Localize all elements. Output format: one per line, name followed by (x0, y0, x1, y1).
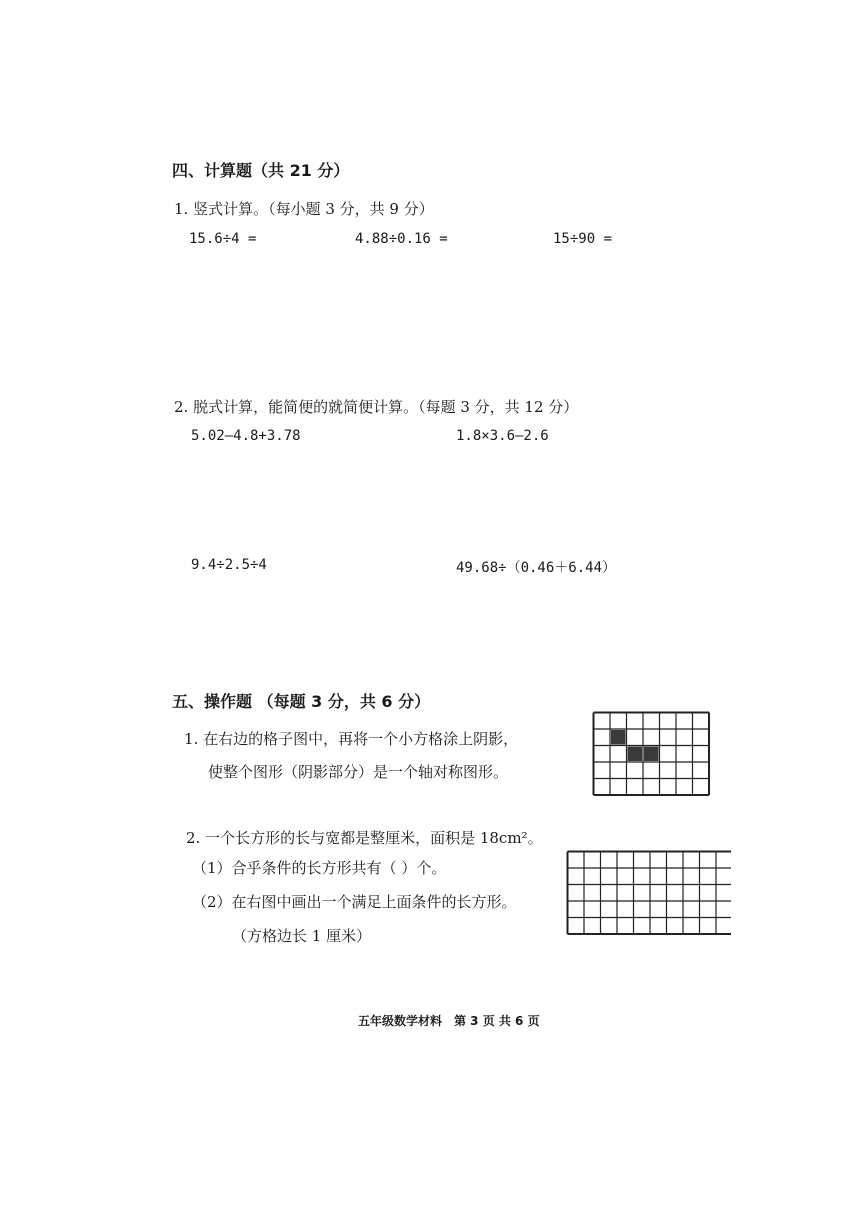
q1-item-2: 4.88÷0.16 = (355, 231, 448, 247)
rectangle-grid[interactable] (566, 850, 731, 940)
op2-sub2: （2）在右图中画出一个满足上面条件的长方形。 (192, 893, 517, 911)
page-footer: 五年级数学材料 第 3 页 共 6 页 (358, 1014, 540, 1028)
q1-item-1: 15.6÷4 = (189, 231, 257, 247)
q2-item-1: 5.02—4.8+3.78 (191, 428, 301, 444)
symmetry-grid[interactable] (592, 711, 712, 801)
q2-item-4: 49.68÷（0.46＋6.44） (456, 560, 617, 576)
q1-prompt: 1. 竖式计算。（每小题 3 分，共 9 分） (174, 200, 434, 218)
op1-line1: 1. 在右边的格子图中，再将一个小方格涂上阴影， (184, 730, 519, 748)
section4-heading: 四、计算题（共 21 分） (172, 161, 350, 180)
op1-line2: 使整个图形（阴影部分）是一个轴对称图形。 (208, 763, 509, 781)
op2-sub1: （1）合乎条件的长方形共有（ ）个。 (192, 859, 447, 877)
q2-item-2: 1.8×3.6—2.6 (456, 428, 549, 444)
op2-note: （方格边长 1 厘米） (232, 927, 372, 945)
section5-heading: 五、操作题 （每题 3 分，共 6 分） (172, 692, 431, 711)
shaded-cell (628, 747, 643, 762)
q2-item-3: 9.4÷2.5÷4 (191, 557, 267, 573)
q2-prompt: 2. 脱式计算，能简便的就简便计算。（每题 3 分，共 12 分） (174, 398, 579, 416)
shaded-cell (611, 730, 626, 745)
op2-line1: 2. 一个长方形的长与宽都是整厘米，面积是 18cm²。 (186, 829, 543, 847)
q1-item-3: 15÷90 = (553, 231, 613, 247)
shaded-cell (644, 747, 659, 762)
